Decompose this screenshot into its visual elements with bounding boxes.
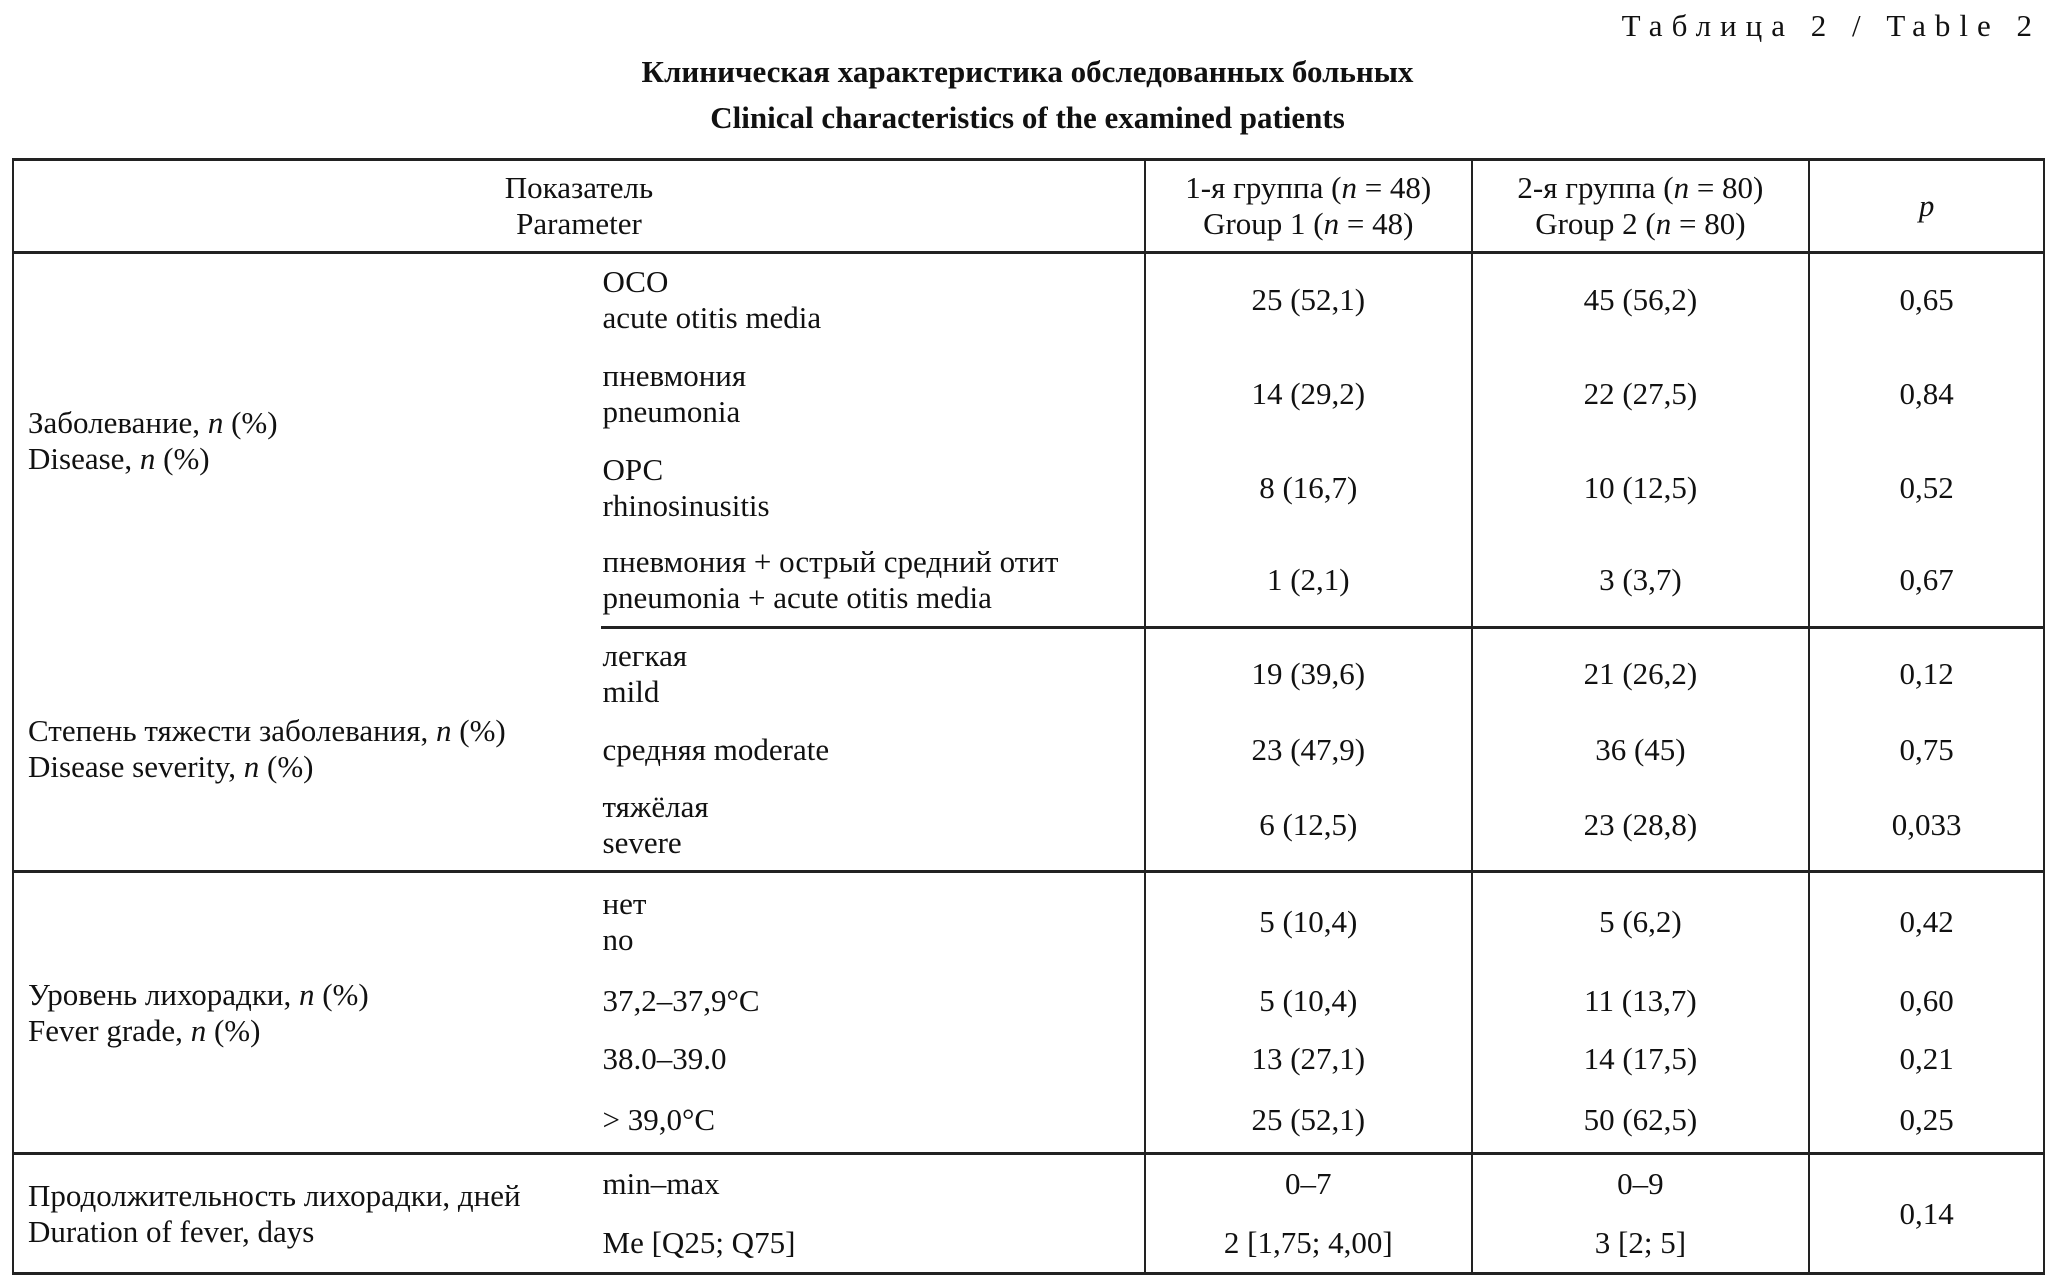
group1-value: 25 (52,1) bbox=[1145, 1088, 1472, 1154]
p-value: 0,42 bbox=[1809, 872, 2044, 972]
p-value: 0,25 bbox=[1809, 1088, 2044, 1154]
sub-label: ОРС rhinosinusitis bbox=[602, 451, 770, 523]
group1-value: 13 (27,1) bbox=[1145, 1030, 1472, 1088]
category-disease-severity: Степень тяжести заболевания, n (%) Disease severity, n (%) bbox=[13, 628, 601, 872]
p-value: 0,52 bbox=[1809, 441, 2044, 535]
table-title-en: Clinical characteristics of the examined patients bbox=[710, 100, 1345, 135]
table-label: Таблица 2 / Table 2 bbox=[1621, 8, 2041, 43]
sub-label: тяжёлая severe bbox=[601, 780, 1145, 872]
header-group1 bbox=[1145, 160, 1472, 253]
header-group2-en: Group 2 (n = 80) bbox=[1535, 206, 1746, 241]
p-value: 0,033 bbox=[1809, 780, 2044, 872]
category-disease: Заболевание, n (%) Disease, n (%) bbox=[13, 253, 601, 628]
header-group2-ru: 2-я группа (n = 80) bbox=[1517, 170, 1764, 205]
table-title-ru: Клиническая характеристика обследованных больных bbox=[641, 54, 1414, 89]
p-value: 0,21 bbox=[1809, 1030, 2044, 1088]
table-row bbox=[13, 628, 2044, 720]
header-parameter-ru: Показатель bbox=[504, 170, 654, 205]
group1-value: 5 (10,4) bbox=[1145, 972, 1472, 1030]
group2-value: 21 (26,2) bbox=[1472, 628, 1810, 720]
p-value: 0,14 bbox=[1809, 1154, 2044, 1274]
p-value: 0,67 bbox=[1809, 535, 2044, 628]
header-group1-en: Group 1 (n = 48) bbox=[1203, 206, 1414, 241]
group2-value: 3 [2; 5] bbox=[1472, 1214, 1810, 1274]
sub-label: нет no bbox=[602, 886, 647, 958]
group2-value: 10 (12,5) bbox=[1472, 441, 1810, 535]
group1-value: 1 (2,1) bbox=[1145, 535, 1472, 628]
group1-value: 8 (16,7) bbox=[1145, 441, 1472, 535]
group2-value: 14 (17,5) bbox=[1472, 1030, 1810, 1088]
header-group1-ru: 1-я группа (n = 48) bbox=[1185, 170, 1432, 205]
sub-label: 38.0–39.0 bbox=[602, 1040, 727, 1076]
header-row bbox=[13, 160, 2044, 253]
group1-value: 25 (52,1) bbox=[1145, 253, 1472, 347]
group2-value: 3 (3,7) bbox=[1472, 535, 1810, 628]
p-value: 0,12 bbox=[1809, 628, 2044, 720]
sub-label: пневмония pneumonia bbox=[602, 357, 747, 429]
group2-value: 11 (13,7) bbox=[1472, 972, 1810, 1030]
header-parameter-en: Parameter bbox=[516, 206, 642, 241]
group2-value: 22 (27,5) bbox=[1472, 347, 1810, 441]
group2-value: 0–9 bbox=[1472, 1154, 1810, 1214]
sub-label: средняя moderate bbox=[602, 731, 830, 767]
sub-label: min–max bbox=[602, 1166, 720, 1202]
sub-label: легкая mild bbox=[602, 638, 688, 710]
group1-value: 6 (12,5) bbox=[1145, 780, 1472, 872]
group1-value: 19 (39,6) bbox=[1145, 628, 1472, 720]
sub-label: пневмония + острый средний отит pneumonia + acute otitis media bbox=[601, 535, 1145, 628]
table-row bbox=[13, 253, 2044, 347]
group2-value: 5 (6,2) bbox=[1472, 872, 1810, 972]
header-group2 bbox=[1472, 160, 1810, 253]
table-row bbox=[13, 1154, 2044, 1214]
group1-value: 5 (10,4) bbox=[1145, 872, 1472, 972]
header-p: p bbox=[1809, 160, 2044, 253]
p-value: 0,75 bbox=[1809, 720, 2044, 780]
category-fever-duration: Продолжительность лихорадки, дней Duration of fever, days bbox=[13, 1154, 601, 1274]
group1-value: 23 (47,9) bbox=[1145, 720, 1472, 780]
group2-value: 23 (28,8) bbox=[1472, 780, 1810, 872]
group1-value: 2 [1,75; 4,00] bbox=[1145, 1214, 1472, 1274]
clinical-characteristics-table bbox=[12, 158, 2045, 1275]
sub-label: ОСО acute otitis media bbox=[602, 264, 822, 336]
category-fever-grade: Уровень лихорадки, n (%) Fever grade, n (%) bbox=[13, 872, 601, 1154]
table-row bbox=[13, 872, 2044, 972]
group1-value: 0–7 bbox=[1145, 1154, 1472, 1214]
p-value: 0,65 bbox=[1809, 253, 2044, 347]
header-parameter bbox=[13, 160, 1145, 253]
p-value: 0,60 bbox=[1809, 972, 2044, 1030]
group2-value: 50 (62,5) bbox=[1472, 1088, 1810, 1154]
sub-label: 37,2–37,9°C bbox=[602, 982, 760, 1018]
sub-label: > 39,0°C bbox=[601, 1088, 1145, 1154]
p-value: 0,84 bbox=[1809, 347, 2044, 441]
group1-value: 14 (29,2) bbox=[1145, 347, 1472, 441]
group2-value: 36 (45) bbox=[1472, 720, 1810, 780]
sub-label: Me [Q25; Q75] bbox=[601, 1214, 1145, 1274]
group2-value: 45 (56,2) bbox=[1472, 253, 1810, 347]
